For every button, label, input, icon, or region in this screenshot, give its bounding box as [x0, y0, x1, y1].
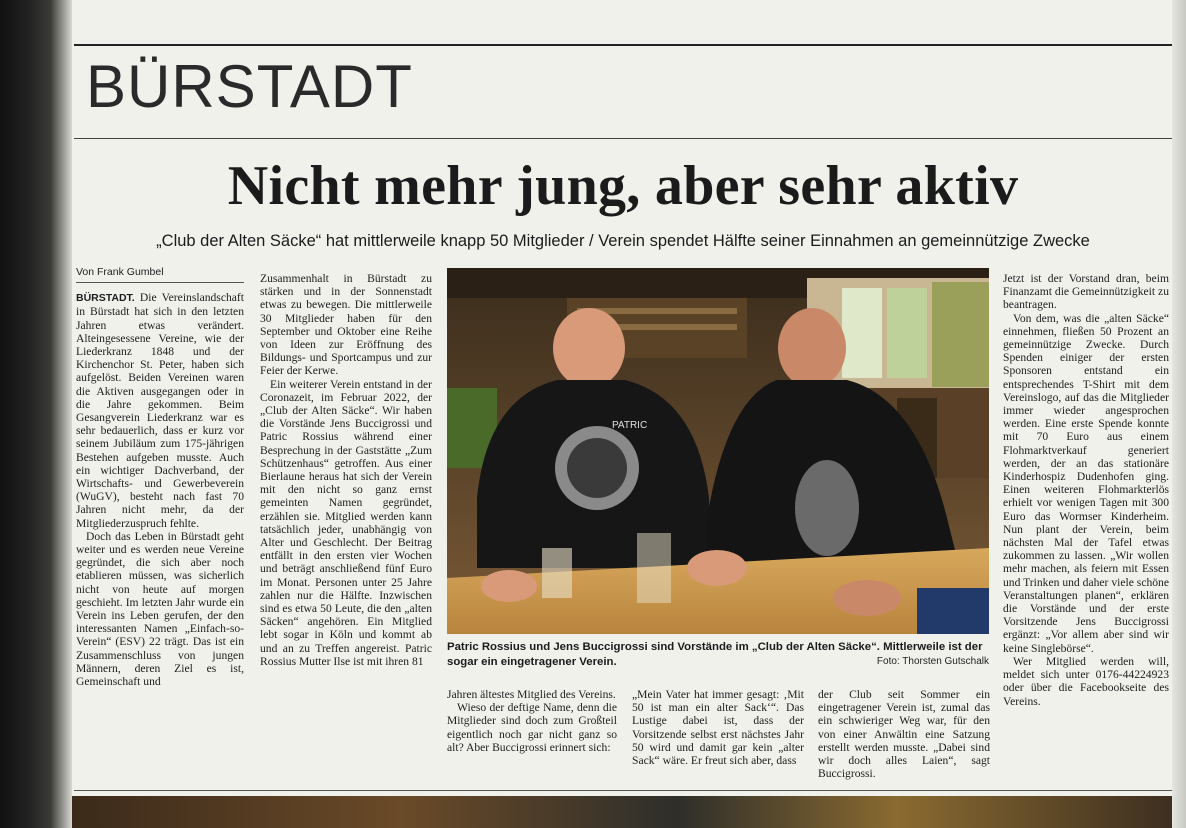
paragraph: „Mein Vater hat immer gesagt: ‚Mit 50 ist man ein alter Sack‘“. Das Lustige dabei ist, dass der Vorsitzende selbst erst nächstes Jahr 50 wird und damit gar kein „alter Sack“ wäre. Er freut sich aber, dass — [632, 688, 804, 768]
article-photo — [447, 268, 989, 634]
headline: Nicht mehr jung, aber sehr aktiv — [227, 155, 1019, 217]
section-title: BÜRSTADT — [86, 53, 413, 120]
paragraph: der Club seit Sommer ein eingetragener Verein ist, zumal das ein schwieriger Weg war, für den von einer Anwältin eine Satzung erstellt werden musste. „Dabei sind wir doch alles Laien“, sagt Buccigrossi. — [818, 688, 990, 781]
column-3 — [447, 688, 617, 754]
paragraph: Doch das Leben in Bürstadt geht weiter und es werden neue Vereine gegründet, die sich aber noch etablieren müssen, was sicherlich nicht von heute auf morgen geschieht. Im letzten Jahr wurde ein Verein ins Leben gerufen, der den interessanten Namen „Einfach-so-Verein“ (ESV) 22 trägt. Das ist ein Zusammenschluss von jungen Männern, deren Ziel es ist, Gemeinschaft und — [76, 529, 244, 689]
photo-caption: Patric Rossius und Jens Buccigrossi sind Vorstände im „Club der Alten Säcke“. Mittlerweile ist der sogar ein eingetragener Verein. — [447, 641, 983, 668]
paragraph: Zusammenhalt in Bürstadt zu stärken und in der Sonnenstadt etwas zu bewegen. Die mittlerweile 30 Mitglieder haben für den September und Oktober eine Reihe von Ideen zur Eröffnung des Bildungs- und Sportcampus und zur Feier der Kerwe. — [260, 272, 432, 378]
bottom-rule — [74, 790, 1172, 791]
top-rule — [74, 44, 1172, 46]
photo-illustration — [447, 268, 989, 634]
paragraph: Wieso der deftige Name, denn die Mitglieder sind doch zum Großteil eigentlich noch gar nicht ganz so alt? Aber Buccigrossi erinnert sich: — [447, 701, 617, 754]
byline: Von Frank Gumbel — [76, 266, 244, 283]
paragraph-text: Die Vereinslandschaft in Bürstadt hat sich in den letzten Jahren etwas verändert. Alteingesessene Vereine, wie der Liederkranz 1848 und der Kirchenchor St. Peter, haben sich aufgelöst. Beiden Vereinen waren die Aktiven ausgegangen oder in die Jahre gekommen. Beim Gesangverein Liederkranz war es sehr bedauerlich, dass er kurz vor seinem Jubiläum zum 175-jährigen Bestehen aufgeben musste. Auch ein wichtiger Dachverband, der Wirtschafts- und Gewerbeverein (WuGV), besteht nach fast 70 Jahren nicht mehr, da der Mitgliederzuspruch fehlte. — [76, 291, 244, 530]
paragraph: Ein weiterer Verein entstand in der Coronazeit, im Februar 2022, der „Club der Alten Säcke“. Wir haben die Vorstände Jens Buccigrossi und Patric Rossius während einer Besprechung in der Gaststätte „Zum Schützenhaus“ getroffen. Aus einer Bierlaune heraus hat sich der Verein mit den nicht so ganz ernst gemeinten Namen gegründet, erzählen sie. Mitglied werden kann tatsächlich jeder, unabhängig von Alter und Geschlecht. Der Beitrag entfällt in den ersten vier Wochen und beträgt anschließend fünf Euro im Monat. Personen unter 25 Jahre zahlen nur die Hälfte. Inzwischen sind es etwa 50 Leute, die den „alten Säcken“ angehören. Ein Mitglied lebt sogar in Köln und kommt ab und an zu Treffen angereist. Patric Rossius Mutter Ilse ist mit ihren 81 — [260, 377, 432, 668]
column-2 — [260, 272, 432, 668]
paragraph: Wer Mitglied werden will, meldet sich unter 0176-44224923 oder über die Facebookseite des Vereins. — [1003, 654, 1169, 708]
column-6 — [1003, 272, 1169, 708]
column-4 — [632, 688, 804, 767]
paragraph: Jahren ältestes Mitglied des Vereins. — [447, 688, 616, 701]
paragraph: Jetzt ist der Vorstand dran, beim Finanzamt die Gemeinnützigkeit zu beantragen. — [1003, 272, 1169, 312]
paragraph — [76, 291, 244, 530]
page-edge-shadow — [0, 0, 72, 828]
column-5 — [818, 688, 990, 780]
paragraph: Von dem, was die „alten Säcke“ einnehmen, fließen 50 Prozent an gemeinnützige Zwecke. Durch Spenden einiger der ersten Sponsoren entstand ein entsprechendes T-Shirt mit dem Vereinslogo, auf das die Mitglieder immer wieder angesprochen werden. Eine erste Spende konnte mit 70 Euro aus einem Flohmarktverkauf generiert werden, der an das stationäre Kinderhospiz Dudenhofen ging. Einen weiteren Flohmarkterlös erhielt vor wenigen Tagen mit 300 Euro das Wormser Kinderheim. Nun plant der Verein, beim nächsten Mal der Tafel etwas zukommen zu lassen. „Wir wollen mehr machen, als feiern mit Essen und Trinken und daher viele schöne Veranstaltungen planen“, erklären die Vorstände und der erste Vorsitzende Jens Buccigrossi ergänzt: „Vor allem aber sind wir keine Singlebörse“. — [1003, 311, 1169, 655]
page-edge-right — [1172, 0, 1186, 828]
subheadline: „Club der Alten Säcke“ hat mittlerweile knapp 50 Mitglieder / Verein spendet Hälfte seiner Einnahmen an gemeinnützige Zwecke — [156, 232, 1090, 250]
column-1 — [76, 266, 244, 688]
section-rule — [74, 138, 1172, 139]
next-article-image-strip — [72, 796, 1172, 828]
photo-credit: Foto: Thorsten Gutschalk — [876, 656, 989, 667]
dateline: BÜRSTADT. — [76, 292, 135, 305]
shirt-text: PATRIC — [612, 420, 648, 431]
